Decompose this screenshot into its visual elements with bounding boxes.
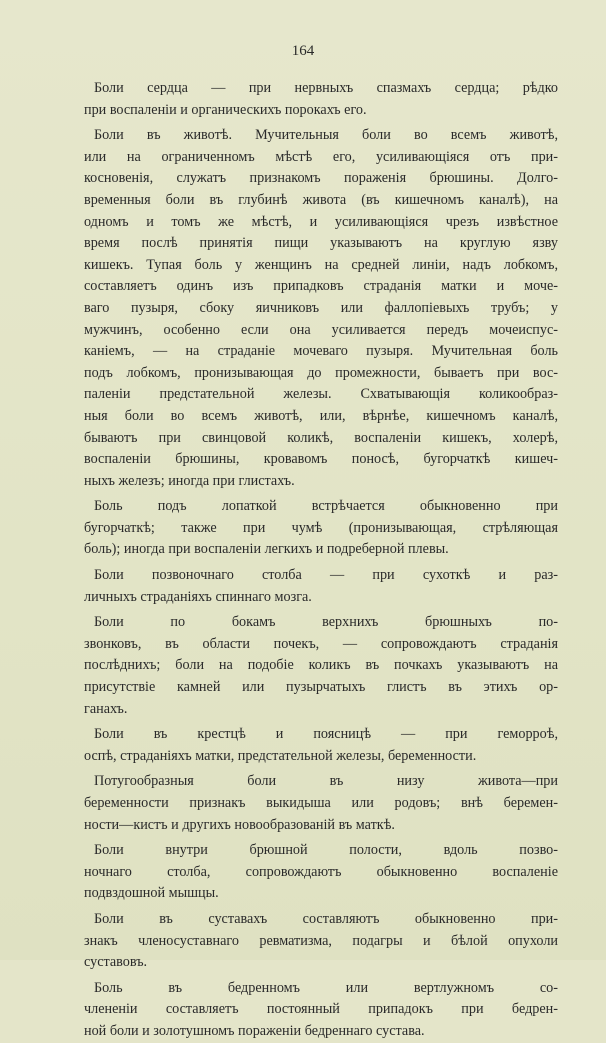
text-line: составляетъ одинъ изъ припадковъ страданія матки и моче- (84, 278, 558, 295)
text-line: бугорчаткѣ; также при чумѣ (пронизывающая, стрѣляющая (84, 519, 558, 536)
text-line: ныя боли во всемъ животѣ, или, вѣрнѣе, кишечномъ каналѣ, (84, 407, 558, 424)
text-line: бываютъ при свинцовой коликѣ, воспаленіи кишекъ, холерѣ, (84, 429, 558, 446)
text-line: подвздошной мышцы. (84, 885, 219, 902)
text-line: оспѣ, страданіяхъ матки, предстательной железы, беременности. (84, 747, 477, 764)
text-line: ночнаго столба, сопровождаютъ обыкновенно воспаленіе (84, 863, 558, 880)
text-line: мужчинъ, особенно если она усиливается передъ мочеиспус- (84, 321, 558, 338)
text-line: воспаленіи брюшины, кровавомъ поносѣ, бугорчаткѣ кишеч- (84, 451, 558, 468)
text-line: Боли въ животѣ. Мучительныя боли во всемъ животѣ, (94, 127, 558, 144)
text-line: Боль въ бедренномъ или вертлужномъ со- (94, 979, 558, 996)
text-line: Потугообразныя боли въ низу живота—при (94, 773, 558, 790)
text-line: Боль подъ лопаткой встрѣчается обыкновенно при (94, 498, 558, 515)
page-number: 164 (291, 43, 315, 59)
text-line: суставовъ. (84, 954, 148, 971)
text-line: послѣднихъ; боли на подобіе коликъ въ почкахъ указываютъ на (84, 657, 558, 674)
text-line: одномъ и томъ же мѣстѣ, и усиливающіяся чрезъ извѣстное (84, 213, 558, 230)
text-line: время послѣ принятія пищи указываютъ на круглую язву (84, 235, 558, 252)
text-line: боль); иногда при воспаленіи легкихъ и подреберной плевы. (84, 541, 449, 558)
text-line: паленіи предстательной железы. Схватывающія коликообраз- (84, 386, 558, 403)
text-line: Боли въ крестцѣ и поясницѣ — при геморроѣ, (94, 726, 558, 743)
text-line: ваго пузыря, сбоку яичниковъ или фаллопіевыхъ трубъ; у (84, 299, 558, 316)
text-line: подъ лобкомъ, пронизывающая до промежности, бываетъ при вос- (84, 364, 558, 381)
text-line: каніемъ, — на страданіе мочеваго пузыря. Мучительная боль (84, 343, 558, 360)
text-line: ныхъ железъ; иногда при глистахъ. (84, 472, 295, 489)
text-line: ганахъ. (84, 700, 128, 717)
text-line: временныя боли въ глубинѣ живота (въ кишечномъ каналѣ), на (84, 191, 558, 208)
text-line: знакъ членосуставнаго ревматизма, подагры и бѣлой опухоли (84, 932, 558, 949)
text-line: кишекъ. Тупая боль у женщинъ на средней линіи, надъ лобкомъ, (84, 256, 558, 273)
text-line: Боли по бокамъ верхнихъ брюшныхъ по- (94, 614, 558, 631)
text-line: присутствіе камней или пузырчатыхъ глистъ въ этихъ ор- (84, 679, 558, 696)
text-line: Боли въ суставахъ составляютъ обыкновенно при- (94, 910, 558, 927)
text-line: Боли сердца — при нервныхъ спазмахъ сердца; рѣдко (94, 80, 558, 96)
text-line: Боли внутри брюшной полости, вдоль позво- (94, 842, 558, 859)
text-line: ности—кистъ и другихъ новообразованій въ маткѣ. (84, 816, 395, 833)
text-line: Боли позвоночнаго столба — при сухоткѣ и раз- (94, 567, 558, 584)
text-line: ной боли и золотушномъ пораженіи бедреннаго сустава. (84, 1022, 425, 1039)
text-line: при воспаленіи и органическихъ порокахъ его. (84, 101, 367, 118)
text-line: беременности признакъ выкидыша или родовъ; внѣ беремен- (84, 795, 558, 811)
text-line: или на ограниченномъ мѣстѣ его, усиливающіяся отъ при- (84, 148, 558, 165)
body-text (84, 78, 558, 1043)
text-line: члененіи составляетъ постоянный припадокъ при бедрен- (84, 1001, 558, 1018)
text-line: косновенія, служатъ признакомъ пораженія брюшины. Долго- (84, 170, 558, 187)
text-line: звонковъ, въ области почекъ, — сопровождаютъ страданія (84, 635, 558, 652)
text-line: личныхъ страданіяхъ спиннаго мозга. (84, 588, 312, 605)
